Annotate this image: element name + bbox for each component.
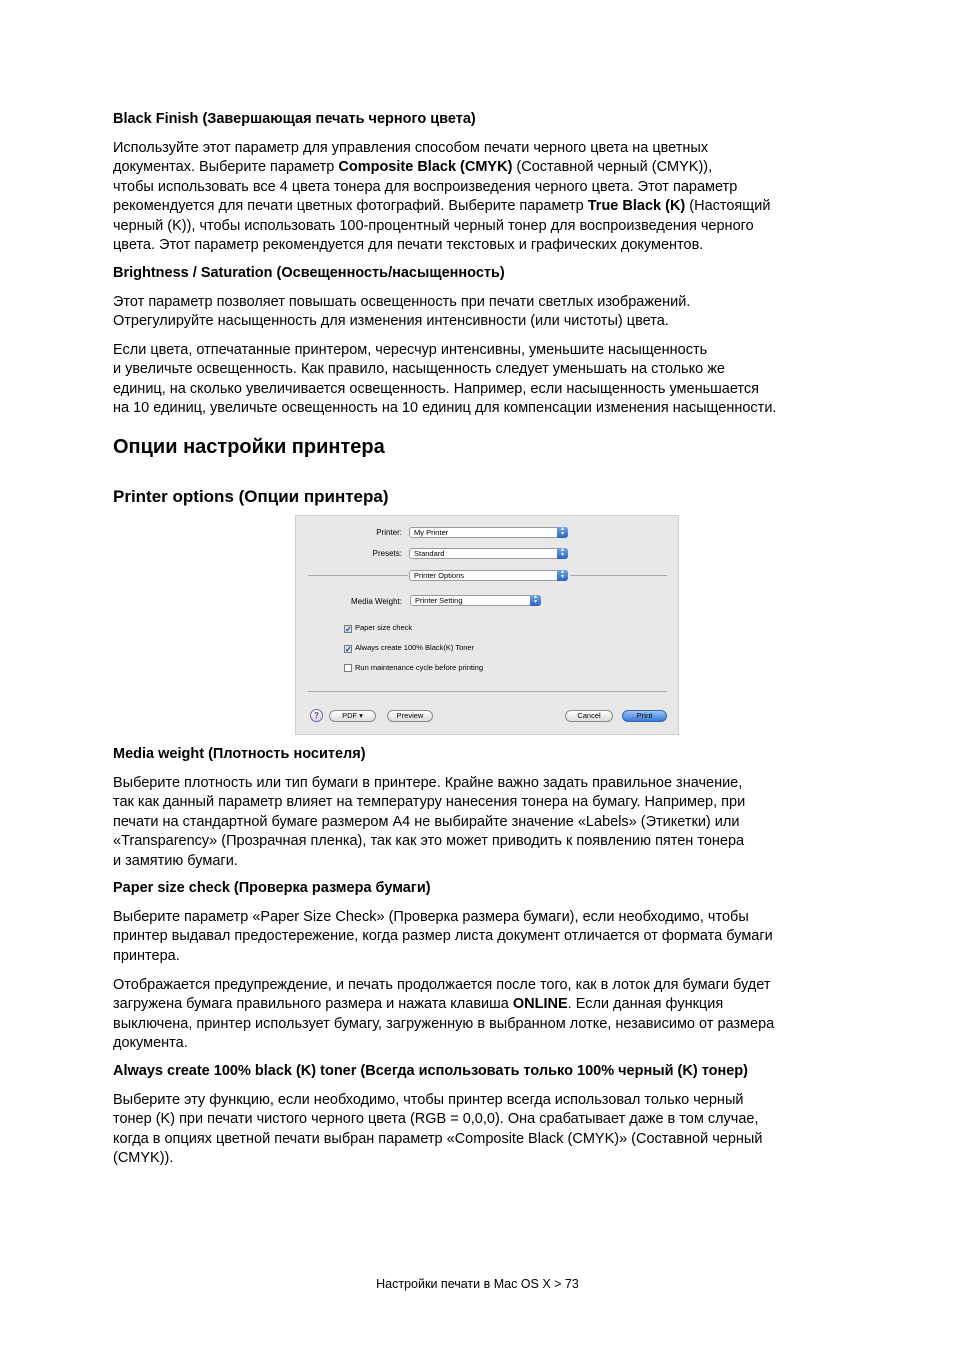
- paragraph-brightness-2: [113, 341, 848, 419]
- text-line: так как данный параметр влияет на температуру нанесения тонера на бумагу. Например, при: [113, 794, 746, 811]
- panel-value: Printer Options: [414, 571, 465, 580]
- checkbox-empty: [344, 664, 352, 672]
- popup-arrows-icon: ▴ ▾: [557, 570, 568, 581]
- media-weight-value: Printer Setting: [415, 596, 463, 605]
- divider: [308, 691, 667, 692]
- presets-value: Standard: [414, 549, 445, 558]
- help-icon[interactable]: ?: [310, 709, 323, 722]
- text-line: Отрегулируйте насыщенность для изменения интенсивности (или чистоты) цвета.: [113, 313, 669, 330]
- text-line: единиц, на сколько увеличивается освещенность. Например, если насыщенность уменьшается: [113, 380, 759, 397]
- print-dialog: [295, 515, 679, 735]
- heading-printer-settings: Опции настройки принтера: [113, 436, 385, 458]
- checkmark-icon: ✓: [345, 645, 352, 654]
- text-line: на 10 единиц, увеличьте освещенность на 10 единиц для компенсации изменения насыщенности.: [113, 400, 777, 417]
- text-line: черный (K)), чтобы использовать 100-процентный черный тонер для воспроизведения черного: [113, 217, 754, 234]
- cancel-button[interactable]: Cancel: [565, 710, 613, 722]
- text-line: Отображается предупреждение, и печать продолжается после того, как в лоток для бумаги будет: [113, 977, 771, 993]
- section-heading-media-weight: Media weight (Плотность носителя): [113, 746, 366, 762]
- text-line: «Transparency» (Прозрачная пленка), так как это может приводить к появлению пятен тонера: [113, 833, 745, 850]
- presets-label: Presets:: [372, 549, 402, 558]
- text-line: и замятию бумаги.: [113, 852, 238, 869]
- panel-popup[interactable]: [409, 570, 568, 581]
- text-line: Используйте этот параметр для управления способом печати черного цвета на цветных: [113, 140, 709, 156]
- section-heading-always-black: Always create 100% black (K) toner (Всегда использовать только 100% черный (K) тонер): [113, 1063, 748, 1079]
- text-line: выключена, принтер использует бумагу, загруженную в выбранном лотке, независимо от размера: [113, 1015, 775, 1032]
- heading-printer-options: Printer options (Опции принтера): [113, 487, 389, 506]
- text-line: документа.: [113, 1035, 188, 1052]
- checkbox-label: Always create 100% Black(K) Toner: [355, 643, 475, 652]
- pdf-button[interactable]: PDF ▾: [329, 710, 376, 722]
- divider: [570, 575, 667, 576]
- text-line: Выберите эту функцию, если необходимо, чтобы принтер всегда использовал только черный: [113, 1092, 744, 1108]
- page-footer: Настройки печати в Mac OS X > 73: [376, 1277, 579, 1291]
- paragraph-brightness-1: [113, 293, 848, 332]
- divider: [308, 575, 408, 576]
- section-heading-brightness: Brightness / Saturation (Освещенность/насыщенность): [113, 265, 505, 281]
- printer-value: My Printer: [414, 528, 449, 537]
- printer-popup[interactable]: [409, 527, 568, 538]
- paper-size-check-checkbox[interactable]: [344, 623, 412, 633]
- text-line: принтера.: [113, 947, 180, 964]
- checkmark-icon: ✓: [345, 625, 352, 634]
- text-line: когда в опциях цветной печати выбран параметр «Composite Black (CMYK)» (Составной черный: [113, 1130, 763, 1147]
- bold-term: True Black (K): [587, 198, 686, 215]
- text-line: Если цвета, отпечатанные принтером, чересчур интенсивны, уменьшите насыщенность: [113, 342, 708, 358]
- print-button[interactable]: Print: [622, 710, 667, 722]
- media-weight-label: Media Weight:: [351, 597, 402, 606]
- text-line: загружена бумага правильного размера и нажата клавиша ONLINE. Если данная функция: [113, 996, 724, 1013]
- media-weight-popup[interactable]: [410, 595, 541, 606]
- bold-term: ONLINE: [512, 996, 568, 1013]
- popup-arrows-icon: ▴ ▾: [530, 595, 541, 606]
- text-line: (CMYK)).: [113, 1150, 174, 1167]
- text-line: тонер (K) при печати чистого черного цвета (RGB = 0,0,0). Она срабатывает даже в том случае,: [113, 1111, 759, 1128]
- paragraph-paper-size-1: [113, 908, 848, 966]
- popup-arrows-icon: ▴ ▾: [557, 548, 568, 559]
- section-heading-paper-size: Paper size check (Проверка размера бумаги): [113, 880, 431, 896]
- paragraph-media-weight: [113, 774, 848, 871]
- paragraph-black-finish: [113, 139, 848, 255]
- checkbox-label: Paper size check: [355, 623, 413, 632]
- bold-term: Composite Black (CMYK): [338, 159, 513, 176]
- maintenance-cycle-checkbox[interactable]: [344, 663, 483, 673]
- text-line: принтер выдавал предостережение, когда размер листа документ отличается от формата бумаги: [113, 928, 773, 945]
- text-line: Выберите плотность или тип бумаги в принтере. Крайне важно задать правильное значение,: [113, 775, 743, 791]
- popup-arrows-icon: ▴ ▾: [557, 527, 568, 538]
- printer-label: Printer:: [376, 528, 402, 537]
- text-line: рекомендуется для печати цветных фотографий. Выберите параметр True Black (K) (Настоящий: [113, 198, 771, 215]
- text-line: Выберите параметр «Paper Size Check» (Проверка размера бумаги), если необходимо, чтобы: [113, 909, 749, 925]
- paragraph-always-black: [113, 1091, 848, 1169]
- text-line: и увеличьте освещенность. Как правило, насыщенность следует уменьшать на столько же: [113, 361, 725, 378]
- always-black-toner-checkbox[interactable]: [344, 643, 474, 653]
- section-heading-black-finish: Black Finish (Завершающая печать черного цвета): [113, 111, 476, 127]
- paragraph-paper-size-2: [113, 976, 848, 1054]
- text-line: чтобы использовать все 4 цвета тонера для воспроизведения черного цвета. Этот параметр: [113, 178, 738, 195]
- text-line: печати на стандартной бумаге размером A4 не выбирайте значение «Labels» (Этикетки) или: [113, 813, 740, 830]
- text-line: документах. Выберите параметр Composite Black (CMYK) (Составной черный (CMYK)),: [113, 159, 713, 176]
- text-line: цвета. Этот параметр рекомендуется для печати текстовых и графических документов.: [113, 237, 704, 254]
- checkbox-label: Run maintenance cycle before printing: [355, 663, 483, 672]
- preview-button[interactable]: Preview: [387, 710, 433, 722]
- presets-popup[interactable]: [409, 548, 568, 559]
- text-line: Этот параметр позволяет повышать освещенность при печати светлых изображений.: [113, 294, 691, 310]
